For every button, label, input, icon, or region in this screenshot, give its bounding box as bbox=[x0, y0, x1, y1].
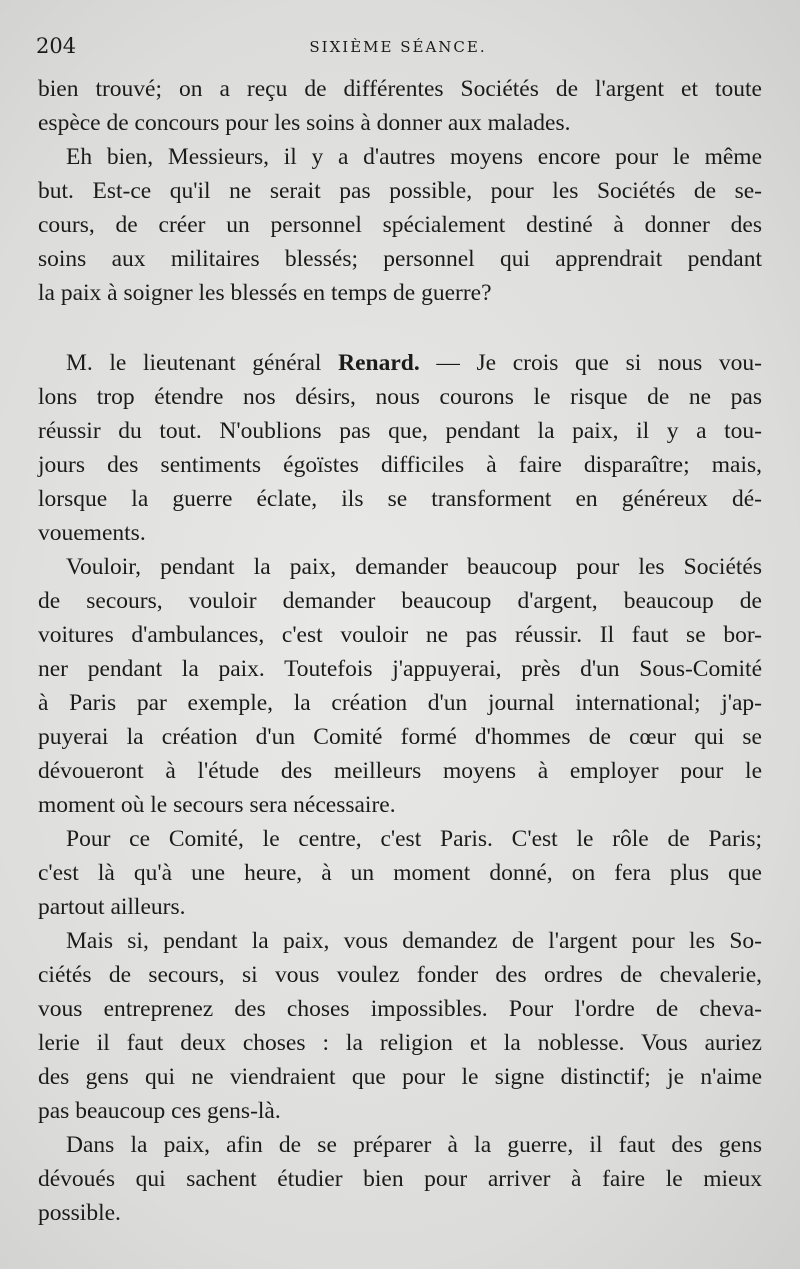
text-line: à Paris par exemple, la création d'un journal international; j'ap- bbox=[38, 690, 762, 716]
speaker-name: Renard. bbox=[338, 350, 420, 376]
text-line: partout ailleurs. bbox=[38, 894, 186, 920]
text-line: Eh bien, Messieurs, il y a d'autres moyens encore pour le même bbox=[66, 144, 762, 170]
text-line: jours des sentiments égoïstes difficiles à faire disparaître; mais, bbox=[38, 452, 762, 478]
paragraph bbox=[38, 140, 762, 310]
text-line: la paix à soigner les blessés en temps de guerre? bbox=[38, 280, 492, 306]
text-line: ner pendant la paix. Toutefois j'appuyerai, près d'un Sous-Comité bbox=[38, 656, 762, 682]
speaker-prefix: M. le lieutenant général bbox=[66, 350, 339, 376]
text-line: but. Est-ce qu'il ne serait pas possible, pour les Sociétés de se- bbox=[38, 178, 762, 204]
text-line: cours, de créer un personnel spécialement destiné à donner des bbox=[38, 212, 762, 238]
text-line: soins aux militaires blessés; personnel qui apprendrait pendant bbox=[38, 246, 762, 272]
text-line: pas beaucoup ces gens-là. bbox=[38, 1098, 281, 1124]
text-line: c'est là qu'à une heure, à un moment donné, on fera plus que bbox=[38, 860, 762, 886]
text-line: possible. bbox=[38, 1200, 121, 1226]
text-line: Mais si, pendant la paix, vous demandez de l'argent pour les So- bbox=[66, 928, 762, 954]
paragraph bbox=[38, 72, 762, 140]
page-body bbox=[38, 72, 762, 1230]
text-line: lorsque la guerre éclate, ils se transforment en généreux dé- bbox=[38, 486, 762, 512]
page-number: 204 bbox=[36, 34, 77, 58]
text-line: voitures d'ambulances, c'est vouloir ne pas réussir. Il faut se bor- bbox=[38, 622, 762, 648]
text-line: vouements. bbox=[38, 520, 146, 546]
paragraph bbox=[38, 1128, 762, 1230]
text-line: réussir du tout. N'oublions pas que, pendant la paix, il y a tou- bbox=[38, 418, 762, 444]
text-line: lons trop étendre nos désirs, nous courons le risque de ne pas bbox=[38, 384, 762, 410]
text-line: puyerai la création d'un Comité formé d'hommes de cœur qui se bbox=[38, 724, 762, 750]
text-line: des gens qui ne viendraient que pour le signe distinctif; je n'aime bbox=[38, 1064, 762, 1090]
text-line: de secours, vouloir demander beaucoup d'argent, beaucoup de bbox=[38, 588, 762, 614]
text-line: dévoueront à l'étude des meilleurs moyens à employer pour le bbox=[38, 758, 762, 784]
text-line: lerie il faut deux choses : la religion et la noblesse. Vous auriez bbox=[38, 1030, 762, 1056]
text-line: Vouloir, pendant la paix, demander beaucoup pour les Sociétés bbox=[66, 554, 762, 580]
paragraph bbox=[38, 822, 762, 924]
text-line: bien trouvé; on a reçu de différentes Sociétés de l'argent et toute bbox=[38, 76, 762, 102]
text-line: Dans la paix, afin de se préparer à la guerre, il faut des gens bbox=[66, 1132, 762, 1158]
page-header bbox=[36, 34, 760, 64]
speaker-line bbox=[38, 346, 762, 380]
paragraph bbox=[38, 550, 762, 822]
speaker-paragraph bbox=[38, 346, 762, 550]
paragraph bbox=[38, 924, 762, 1128]
running-title: SIXIÈME SÉANCE. bbox=[309, 38, 487, 56]
text-line: ciétés de secours, si vous voulez fonder des ordres de chevalerie, bbox=[38, 962, 762, 988]
text-line: Pour ce Comité, le centre, c'est Paris. C'est le rôle de Paris; bbox=[66, 826, 762, 852]
text-line: vous entreprenez des choses impossibles. Pour l'ordre de cheva- bbox=[38, 996, 762, 1022]
text-line: espèce de concours pour les soins à donner aux malades. bbox=[38, 110, 571, 136]
text-line: dévoués qui sachent étudier bien pour arriver à faire le mieux bbox=[38, 1166, 762, 1192]
paragraph-gap bbox=[38, 310, 762, 346]
speaker-line-rest: — Je crois que si nous vou- bbox=[419, 350, 762, 376]
text-line: moment où le secours sera nécessaire. bbox=[38, 792, 396, 818]
